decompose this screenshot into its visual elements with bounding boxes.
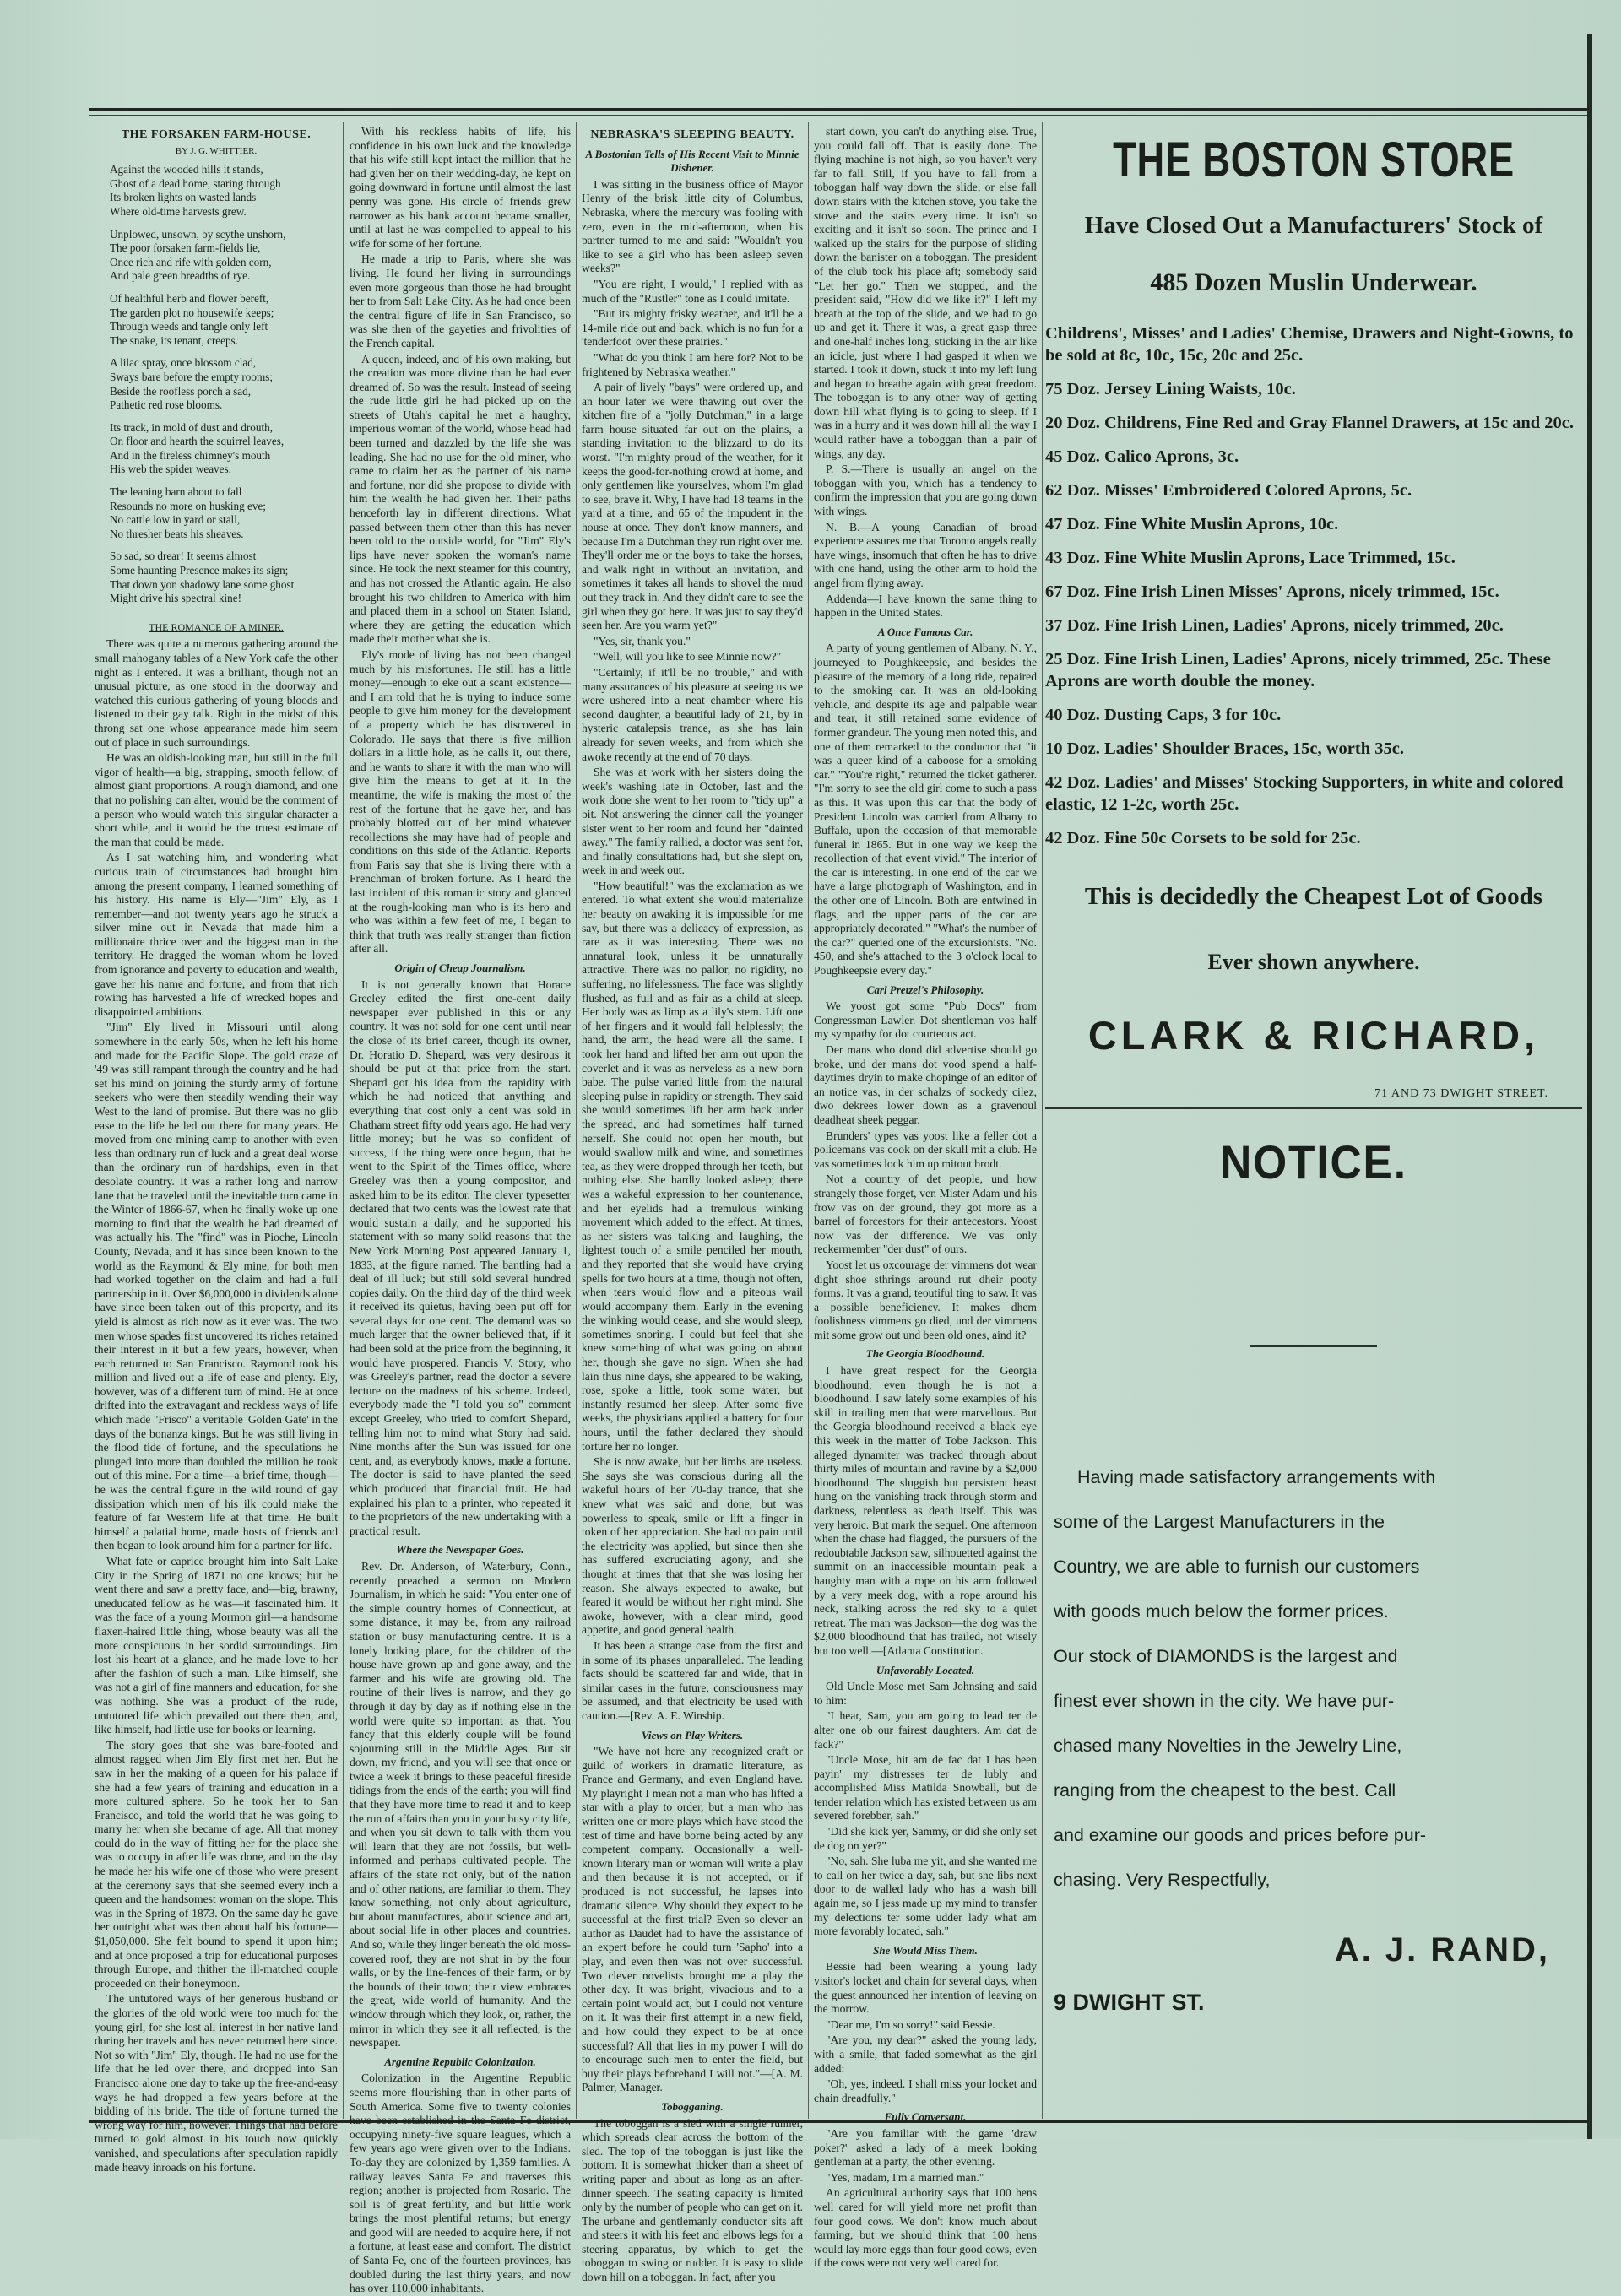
paragraph: I was sitting in the business office of Mayor Henry of the brisk little city of Columbus, Nebraska, where the mercury was fooling with zero, even in the mid-afternoon, when his partner turned to me and said: "Wouldn't you like to see a girl who has been asleep seven weeks?" (582, 177, 803, 275)
paragraph: "How beautiful!" was the exclamation as we entered. To what extent she would materialize her beauty on awaking it is impossible for me say, but there was a delicacy of expression, as rare as it was interesting. There was no unnatural look, unless it be unnaturally attractive. There was no pallor, no rigidity, no suffering, no lifelessness. The face was slightly flushed, as full and as fair as a child at sleep. Her body was as limp as a lily's stem. Lift one of her fingers and it would fall helplessly; the hand, the arm, the head were all the same. I took her hand and lifted her arm out upon the coverlet and it was as nerveless as a new born babe. The pulse varied little from the natural sleeping pulse in rapidity or strength. They said she would sometimes lift her arm back under the spread, and had sometimes half turned herself. She could not open her mouth, but would swallow milk and wine, and sometimes tea, as they were dropped through her teeth, but nothing else. She hardly looked asleep; there was a wakeful expression to her countenance, and her eyelids had a tremulous winking movement which added to the effect. At times, as her sisters was talking and laughing, the lightest touch of a smile penciled her mouth, and they reported that she would have crying spells for two hours at a time, though not often, when tears would flow and a piteous wail would accompany them. Early in the evening the winking would cease, and she would sleep, sometimes snoring. I could but feel that she knew something of what was going on about her, though she gave no sign. When she had lain thus nine days, she appeared to be waking, rose, spoke a little, took some water, but instantly resumed her sleep. After some five weeks, the physicians applied a battery for four hours, until the father declared they should torture her no longer. (582, 879, 803, 1453)
paragraph: "Yes, sir, thank you." (594, 634, 691, 647)
paragraph: "Uncle Mose, hit am de fac dat I has been payin' my distresses ter de lubly and accomplished Miss Matilda Snowball, but de tender relation which has existed between us am severed forebber, sah." (814, 1753, 1037, 1822)
paragraph: He made a trip to Paris, where she was living. He found her living in surroundings even more gorgeous than those he had brought her to from Salt Lake City. As he had once been the central figure of life in San Francisco, so was she then of the gayeties and frivolities of the French capital. (350, 252, 571, 349)
notice-line: finest ever shown in the city. We have pur- (1054, 1691, 1395, 1711)
paragraph: What fate or caprice brought him into Salt Lake City in the Spring of 1871 no one knows; but he went there and saw a pretty face, and—big, brawny, uneducated fellow as he was—it fascinated him. It was the face of a young Mormon girl—a handsome flaxen-haired little thing, whose beauty was all the more conspicuous in her sordid surroundings. Jim lost his heart at a glance, and he made love to her after the fashion of such a man. Like himself, she was not a girl of fine manners and education, for she was nothing. She was a product of the rude, untutored life which prevailed out there then, and, like himself, had little use for books or learning. (95, 1555, 338, 1736)
paragraph: An agricultural authority says that 100 hens well cared for will yield more net profit than four good cows. We don't know much about farming, but we should think that 100 hens would lay more eggs than four good cows, even if the cows were not very well cared for. (814, 2186, 1037, 2270)
paragraph: "Yes, madam, I'm a married man." (826, 2170, 984, 2184)
paragraph: "I hear, Sam, you am going to lead ter de alter one ob our fairest daughters. Am dat de fack?" (814, 1709, 1037, 1751)
article-body (582, 1745, 803, 2095)
article-heading: Fully Conversant. (884, 2110, 967, 2124)
paragraph: It is not generally known that Horace Greeley edited the first one-cent daily newspaper ever published in this or any country. It was not sold for one cent until near the close of its brief career, though its owner, Dr. Horatio D. Shepard, was very desirous it should be put at that price from the start. Shepard got his idea from the rapidity with which he had noticed that anything and everything that cost only a cent was sold in Chatham street fifty odd years ago. He had very little money; but he was so confident of success, if the thing were once begun, that he went to the Spirit of the Times office, where Greeley was then a young compositor, and asked him to be its editor. The clever typesetter declared that two cents was the lowest rate that would sustain a daily, and he supported his statement with so many solid reasons that the New York Morning Post appeared January 1, 1833, at the figure named. The bantling had a deal of ill luck; but still sold several hundred copies daily. On the third day of the third week it received its quietus, having been put off for several days for one cent. The demand was so much larger that the owner believed that, if it had been sold at the price from the beginning, it would have prospered. Francis V. Story, who was Greeley's partner, read the doctor a severe lecture on the madness of his scheme. Indeed, everybody made the "I told you so" comment except Greeley, who tried to comfort Shepard, telling him not to mind what Story had said. Nine months after the Sun was issued for one cent, and, as everybody knows, made a fortune. The doctor is said to have planted the seed which produced that financial fruit. He had explained his plan to a printer, who repeated it to the proprietors of the new undertaking with a practical result. (350, 977, 571, 1537)
paragraph: "Are you familiar with the game 'draw poker?' asked a lady of a meek looking gentleman at a party, the other evening. (814, 2126, 1037, 2169)
ad-item: 43 Doz. Fine White Muslin Aprons, Lace Trimmed, 15c. (1045, 549, 1456, 567)
poem-byline: BY J. G. WHITTIER. (175, 145, 258, 156)
column-rule (343, 122, 344, 2119)
paragraph: A pair of lively "bays" were ordered up, and an hour later we were thawing out over the kitchen fire of a "jolly Dutchman," in a large farm house situated far out on the plains, a standing invitation to the blizzard to do its worst. "I'm mighty proud of the weather, for it keeps the good-for-nothing crowd at home, and only gentlemen like yourselves, whom I'm glad to see, brave it. Why, I have had 18 teams in the yard at a time, and 65 of the impudent in the house at once. They don't know manners, and because I'm a Dutchman they run right over me. They'll order me or the boys to take the horses, and walk right in without an invitation, and sometimes it takes all hands to shovel the mud out they track in. And they didn't care to see the girl when they got here. It was just to say they'd seen her. Are you warm yet?" (582, 381, 803, 632)
article-heading: Unfavorably Located. (876, 1663, 975, 1676)
store-name: THE BOSTON STORE (1113, 133, 1515, 187)
ad-item: 67 Doz. Fine Irish Linen Misses' Aprons, nicely trimmed, 15c. (1045, 582, 1499, 601)
notice-divider (1250, 1345, 1377, 1347)
paragraph: "Dear me, I'm so sorry!" said Bessie. (826, 2017, 995, 2031)
notice-body (1045, 1455, 1582, 1903)
ad-item: 45 Doz. Calico Aprons, 3c. (1045, 447, 1239, 466)
paragraph: As I sat watching him, and wondering what curious train of circumstances had brought him among the present company, I learned something of his history. His name is Ely—"Jim" Ely, as I remember—and not twenty years ago he struck a silver mine out in Nevada that made him a millionaire thrice over and the biggest man in the territory. He dragged the woman whom he loved from ignorance and poverty to education and wealth, gave her his name and fortune, and from that rich rowing has harvested a life of wrecked hopes and disappointed ambitions. (95, 851, 338, 1018)
poem-stanza: Of healthful herb and flower bereft, The garden plot no housewife keeps; Through weeds and tangle only left The snake, its tenant, creeps. (110, 291, 274, 347)
ad-item: 10 Doz. Ladies' Shoulder Braces, 15c, worth 35c. (1045, 739, 1404, 758)
article-heading: Origin of Cheap Journalism. (394, 961, 526, 975)
ad-item: 47 Doz. Fine White Muslin Aprons, 10c. (1045, 515, 1339, 533)
ad-item: 37 Doz. Fine Irish Linen, Ladies' Aprons, nicely trimmed, 20c. (1045, 616, 1504, 635)
paragraph: start down, you can't do anything else. True, you could fall off. That is easily done. The flying machine is not high, so you haven't very far to fall. Still, if you have to fall from a toboggan half way down the slide, or else fall down stairs with the kitchen stove, you take the stove and the stairs every time. It isn't so exciting and it isn't so soon. The prince and I walked up the stairs for the purpose of sliding down the banister on a toboggan. The president of the club took his place aft; somebody said "Let her go." Then we stopped, and the president said, "How did we like it?" I left my breath at the top of the slide, and we had to go up and get it. There it was, a great gasp three and one-half inches long, sticking in the air like an icicle, just where I had gasped it when we started. I took it down, stuck it into my left lung and began to breathe again with great freedom. The toboggan is to any other way of getting down hill what flying is to going to sleep. If I was in a hurry and it was down hill all the way I would rather have a toboggan than a pair of wings, any day. (814, 125, 1037, 460)
ad-item: 40 Doz. Dusting Caps, 3 for 10c. (1045, 706, 1282, 724)
ad-item: 42 Doz. Fine 50c Corsets to be sold for 25c. (1045, 829, 1361, 847)
article-body (582, 2117, 803, 2285)
notice-line: with goods much below the former prices. (1054, 1601, 1389, 1622)
story-body (95, 637, 338, 2174)
paragraph: "But its mighty frisky weather, and it'll be a 14-mile ride out and back, which is no fun for a 'tenderfoot' over these prairies." (582, 307, 803, 349)
article-body (582, 178, 803, 1724)
paragraph: She is now awake, but her limbs are useless. She says she was conscious during all the wakeful hours of her 70-day trance, that she knew what was said and done, but was powerless to speak, smile or lift a finger in token of her appreciation. She had no pain until the electricity was applied, but since then she has suffered excruciating agony, and she thought at times that that she was losing her reason. She always expected to awake, but feared it would be without her right mind. She awoke, however, with a clear mind, good appetite, and good general health. (582, 1455, 803, 1637)
article-body (814, 642, 1037, 977)
poem-stanza: Against the wooded hills it stands, Ghost of a dead home, staring through Its broken lights on wasted lands Where old-time harvests grew. (110, 163, 281, 218)
article-subtitle: A Bostonian Tells of His Recent Visit to Minnie Dishener. (585, 147, 800, 175)
poem-title: THE FORSAKEN FARM-HOUSE. (121, 128, 312, 141)
article-heading: Views on Play Writers. (641, 1728, 744, 1741)
article-body (814, 1960, 1037, 2105)
paragraph: Ely's mode of living has not been changed much by his misfortunes. He still has a little money—enough to eke out a scant existence—and I am told that he is trying to induce some people to give him money for the development of a property which he has discovered in Colorado. He says that there is five million dollars in a little hole, as he calls it, out there, and he wants to share it with the man who will give him the means to get at it. In the meantime, the wife is making the most of the rest of the fortune that he gave her, and has probably blotted out of her mind whatever recollections she may have had of people and conditions on this side of the Atlantic. Reports from Paris say that she is living there with a Frenchman of broken fortune. As I heard the last incident of this romantic story and glanced at the rough-looking man who is its hero and who was within a few feet of me, I began to think that truth was really stranger than fiction after all. (350, 647, 571, 956)
article-body (814, 1364, 1037, 1658)
article-body (814, 1680, 1037, 1939)
ad-tagline-2: Ever shown anywhere. (1207, 950, 1420, 974)
paragraph: "Certainly, if it'll be no trouble," and with many assurances of his pleasure at seeing us we were ushered into a neat chamber where his second daughter, a beautiful lady of 21, by in hysteric catalepsis trance, as she has lain already for seven weeks, and from which she awoke recently at the end of 70 days. (582, 665, 803, 763)
column-4 (814, 125, 1037, 2270)
article-heading: The Georgia Bloodhound. (865, 1347, 985, 1361)
poem-stanza: Its track, in mold of dust and drouth, On floor and hearth the squirrel leaves, And in the fireless chimney's mouth His web the spider weaves. (110, 420, 285, 476)
paragraph: The untutored ways of her generous husband or the glories of the old world were too much for the young girl, for she lost all interest in her native land during her travels and has never returned here since. Not so with "Jim" Ely, though. He had no use for the life that he led over there, and dropped into San Francisco alone one day to take up the free-and-easy ways he had dropped a few years before at the bidding of his bride. The tide of fortune turned the wrong way for him, however. Things that had before turned to gold almost in his touch now quickly vanished, and speculations after speculation rapidly made heavy inroads on his fortune. (95, 1992, 338, 2174)
poem-stanza: The leaning barn about to fall Resounds no more on husking eve; No cattle low in yard or stall, No thresher beats his sheaves. (110, 485, 266, 540)
paragraph: We yoost got some "Pub Docs" from Congressman Lawler. Dot shentleman vos half my sympathy for dot courteous act. (814, 999, 1037, 1041)
paragraph: "Did she kick yer, Sammy, or did she only set de dog on yer?" (814, 1825, 1037, 1852)
article-heading: Where the Newspaper Goes. (396, 1543, 524, 1557)
paragraph: He was an oldish-looking man, but still in the full vigor of health—a big, strapping, smooth fellow, of almost giant proportions. A rough diamond, and one that no polishing can alter, would be the comment of a person who would watch this singular character a short while, and it would be the truest estimate of the man that could be made. (95, 751, 338, 848)
paragraph: Der mans who dond did advertise should go broke, und der mans dot vood spend a half-daytimes dryin to make chopinge of an editor of an notice vas, in der schalzs of sockedy cilez, dwo dekrees lower down as a gravenoul deadheat sheek peggar. (814, 1043, 1037, 1126)
ad-item: 75 Doz. Jersey Lining Waists, 10c. (1045, 380, 1296, 398)
article-title: NEBRASKA'S SLEEPING BEAUTY. (590, 128, 794, 141)
poem-stanza: So sad, so drear! It seems almost Some haunting Presence makes its sign; That down yon shadowy lane some ghost Might drive his spectral kine! (110, 550, 295, 605)
article-body (350, 978, 571, 1539)
paragraph: "What do you think I am here for? Not to be frightened by Nebraska weather." (582, 350, 803, 378)
paragraph: "Are you, my dear?" asked the young lady, with a smile, that faded somewhat as the girl added: (814, 2033, 1037, 2075)
story-continued (350, 125, 571, 956)
top-rule-thin (89, 115, 1590, 116)
paragraph: "Well, will you like to see Minnie now?" (594, 650, 782, 663)
ad-item: 20 Doz. Childrens, Fine Red and Gray Flannel Drawers, at 15c and 20c. (1045, 414, 1575, 432)
notice-line: Country, we are able to furnish our customers (1054, 1557, 1420, 1577)
top-rule (89, 108, 1590, 111)
ad-item-list (1045, 322, 1582, 849)
paragraph: Rev. Dr. Anderson, of Waterbury, Conn., recently preached a sermon on Modern Journalism, in which he said: "You enter one of the simple country homes of Connecticut, at some distance, it may be, from any railroad station or busy manufacturing centre. It is a lonely looking place, for the children of the house have grown up and gone away, and the farmer and his wife are growing old. The routine of their lives is narrow, and they go through it day by day as if nothing else in the world were quite so important as that. You fancy that this elderly couple will be found sojourning still in the Middle Ages. But sit down, my friend, and you will see that once or twice a week it brings to these peaceful fireside tidings from the ends of the earth; you will find that they have more time to read it and to keep the run of affairs than you in your busy city life, and when you sit down to talk with them you will learn that they are not fossils, but well-informed and perhaps cultivated people. The affairs of the state not only, but of the nation and of other nations, are familiar to them. They know something, not only about agriculture, but about manufactures, about science and art, about social life in other places and countries. And so, while they linger beneath the old moss-covered roof, they are not shut in by the four walls, or by the line-fences of their farm, or by the bounds of their town; their view embraces the great, wide world of humanity. And the window through which they look, or, rather, the mirror in which they see it all reflected, is the newspaper. (350, 1559, 571, 2050)
paragraph: "Oh, yes, indeed. I shall miss your locket and chain dreadfully." (814, 2077, 1037, 2104)
paragraph: Bessie had been wearing a young lady visitor's locket and chain for several days, when the guest announced her intention of leaving on the morrow. (814, 1960, 1037, 2016)
ad-headline-2: 485 Dozen Muslin Underwear. (1150, 268, 1477, 296)
firm-address: 71 AND 73 DWIGHT STREET. (1374, 1087, 1548, 1100)
paragraph: There was quite a numerous gathering around the small mahogany tables of a New York cafe the other night as I entered. It was a brilliant, though not an unusual picture, as one stood in the doorway and watched this curious gathering of young bloods and listened to their gay talk. Right in the midst of this throng sat one whose appearance made him seem out of place in such surroundings. (95, 637, 338, 749)
ad-item: 42 Doz. Ladies' and Misses' Stocking Supporters, in white and colored elastic, 12 1-2c, worth 25c. (1045, 773, 1564, 814)
paragraph: "No, sah. She luba me yit, and she wanted me to call on her twice a day, sah, but she libs next door to de walled lady who has a wash bill again me, so I jess made up my mind to transfer my delections ter some udder lady what am more favorably located, sah." (814, 1855, 1037, 1938)
column-rule (576, 122, 577, 2119)
notice-line: Our stock of DIAMONDS is the largest and (1054, 1646, 1398, 1666)
article-body (814, 999, 1037, 1342)
column-rule (808, 122, 809, 2119)
notice-title: NOTICE. (1220, 1135, 1407, 1189)
ad-item: Childrens', Misses' and Ladies' Chemise, Drawers and Night-Gowns, to be sold at 8c, 10c, 15c, 20c and 25c. (1045, 324, 1574, 365)
paragraph: Old Uncle Mose met Sam Johnsing and said to him: (814, 1680, 1037, 1707)
column-3 (582, 125, 803, 2284)
ad-headline: Have Closed Out a Manufacturers' Stock of (1084, 212, 1543, 239)
article-body (350, 2071, 571, 2296)
advertisement-column (1045, 127, 1582, 2016)
paragraph: I have great respect for the Georgia bloodhound; even though he is not a bloodhound. I saw lately some examples of his skill in trailing men that were marvellous. But the Georgia bloodhound received a black eye this week in the matter of Tobe Jackson. This alleged dynamiter was tracked through about thirty miles of mountain and ravine by a $2,000 bloodhound. The sluggish but persistent beast hung on the vanishing track through storm and darkness, relentless as death itself. This was very heroic. But mark the sequel. One afternoon when the chase had flagged, the pursuers of the redoubtable Jackson saw, silhouetted against the summit on an inaccessible mountain peak a haughty man with a rope on his arm followed by a very meek dog, with a rope around his neck, stalking across the red sky to a quiet retreat. The man was Jackson—the dog was the $2,000 bloodhound that has trailed, not wisely but too well.—[Atlanta Constitution. (814, 1364, 1037, 1657)
column-2 (350, 125, 571, 2295)
paragraph: It has been a strange case from the first and in some of its phases unparalleled. The leading facts should be scattered far and wide, that in similar cases in the future, consciousness may be assumed, and that electricity be used with caution.—[Rev. A. E. Winship. (582, 1638, 803, 1722)
column-1 (95, 125, 338, 2174)
article-body (350, 1560, 571, 2050)
notice-line: some of the Largest Manufacturers in the (1054, 1512, 1385, 1532)
page-edge (1587, 34, 1592, 2139)
notice-line: Having made satisfactory arrangements with (1077, 1467, 1436, 1487)
poem-stanza: A lilac spray, once blossom clad, Sways bare before the empty rooms; Beside the roofless porch a sad, Pathetic red rose blooms. (110, 356, 273, 412)
notice-line: chased many Novelties in the Jewelry Line, (1054, 1736, 1402, 1756)
paragraph: Addenda—I have known the same thing to happen in the United States. (814, 592, 1037, 620)
paragraph: Brunders' types vas yoost like a feller dot a policemans vas cook on der skull mit a club. He vas sometimes lock him up mitout brodt. (814, 1129, 1037, 1170)
notice-address: 9 DWIGHT ST. (1054, 1990, 1205, 2015)
notice-signature: A. J. RAND, (1334, 1931, 1550, 1968)
ad-tagline: This is decidedly the Cheapest Lot of Goods (1084, 883, 1543, 910)
article-heading: A Once Famous Car. (877, 625, 973, 638)
ad-item: 62 Doz. Misses' Embroidered Colored Aprons, 5c. (1045, 481, 1412, 500)
article-heading: She Would Miss Them. (873, 1943, 978, 1957)
paragraph: P. S.—There is usually an angel on the toboggan with you, which has a tendency to confirm the impression that you are going down with wings. (814, 463, 1037, 518)
paragraph: A party of young gentlemen of Albany, N. Y., journeyed to Poughkeepsie, and besides the pleasure of the memory of a long ride, repaired to the smoking car. It was an old-looking vehicle, and despite its age and palpable wear and tear, it still retained some evidence of former grandeur. The young men noted this, and one of them remarked to the conductor that "it was a queer kind of a caboose for a smoking car." "You're right," returned the ticket gatherer. "I'm sorry to see the old girl come to such a pass as this. It was upon this car that the body of President Lincoln was carried from Albany to Buffalo, upon the occasion of that memorable funeral in 1865. But in one way we keep the recollection of that event vivid." The interior of the car is interesting. In one end of the car we have a large photograph of Washington, and in the other one of Lincoln. Both are entwined in flags, and the upper parts of the car are appropriately decorated." "What's the number of the car?" queried one of the excursionists. "No. 450, and she's attached to the 3 o'clock local to Poughkeepsie every day." (814, 642, 1037, 977)
paragraph: "We have not here any recognized craft or guild of workers in dramatic literature, as France and Germany, and even England have. My playright I mean not a man who has lifted a star with a play to order, but a man who has written one or more plays which have stood the test of time and have borne being acted by any competent company. Occasionally a well-known literary man or woman will write a play and then because it is not accepted, or if produced is not successful, he lapses into dramatic silence. Why should they expect to be successful at the first trial? Even so clever an author as Daudet had to have the assistance of an expert before he could turn 'Sapho' into a play, and even then was not over successful. Two clever novelists brought me a play the other day. It was bright, vivacious and to a certain point would act, but I could not venture on it. It was their first attempt in a new field, and how could they expect to be at once successful? All that lies in my power I will do to encourage such men to enter the field, but buy their plays beforehand I will not."—[A. M. Palmer, Manager. (582, 1745, 803, 2094)
paragraph: The story goes that she was bare-footed and almost ragged when Jim Ely first met her. But he saw in her the making of a queen for his palace if she had a few years of training and education in a more cultured sphere. So he took her to San Francisco, and told the world that he was going to marry her when she became of age. All that money could do in the way of fitting her for the place she was to occupy in after life was done, and on the day he made her his wife one of those who were present at the ceremony says that she seemed every inch a queen and the handsomest woman on the slope. This was in the Spring of 1873. On the same day he gave her outright what was then about half his fortune—$1,050,000. She felt bound to spend it upon him; and at once proposed a trip for educational purposes through Europe, and thither the ill-matched couple proceeded on their honeymoon. (95, 1738, 338, 1990)
paragraph: With his reckless habits of life, his confidence in his own luck and the knowledge that his wife still kept intact the million that he had given her on their wedding-day, he kept on going downward in fortune until almost the last penny was gone. His circle of friends grew narrower as his bank account became smaller, until at last he was compelled to appeal to his wife for some of her fortune. (350, 125, 571, 250)
paragraph: N. B.—A young Canadian of broad experience assures me that Toronto angels really have wings, insomuch that often he has to drive with one hand, using the other arm to hold the angel from flying away. (814, 520, 1037, 589)
paragraph: A queen, indeed, and of his own making, but the creation was more divine than he had ever dreamed of. So was the result. Instead of seeing the rude little girl he had picked up on the streets of Utah's capital he met a haughty, imperious woman of the world, whose head had been turned and dazzled by the life she was leading. She had no use for the old miner, who came to claim her as the partner of his name and fortune, nor did she propose to divide with him the wealth he had given her. Their paths henceforth lay in different directions. What passed between them other than this has never been told to the outside world, for "Jim" Ely's lips have never spoken the woman's name since. He took the next steamer for this country, and has not crossed the Atlantic again. He also brought his two children to America with him and placed them in a school on Staten Island, where they are getting the education which made their mother what she is. (350, 352, 571, 646)
article-heading: Carl Pretzel's Philosophy. (866, 983, 984, 996)
firm-name: CLARK & RICHARD, (1087, 1013, 1540, 1058)
paragraph: "You are right, I would," I replied with as much of the "Rustler" tone as I could imitate. (582, 277, 803, 305)
column-rule (1042, 122, 1043, 2119)
article-body (814, 125, 1037, 620)
article-heading: Tobogganing. (661, 2099, 724, 2113)
paragraph: Yoost let us oxcourage der vimmens dot wear dight shoe sthrings around rut dheir pooty forms. It vas a grand, teoutiful ting to saw. It vas a possible beneficiency. It makes dhem foolishness vimmens go died, und der vimmens mit some grow out und been old ones, aind it? (814, 1258, 1037, 1341)
notice-line: ranging from the cheapest to the best. Call (1054, 1780, 1396, 1801)
ad-divider (1045, 1107, 1582, 1109)
notice-line: chasing. Very Respectfully, (1054, 1870, 1271, 1890)
paragraph: Not a country of det people, und how strangely those forget, ven Mister Adam und his frow vas on der ground, they got more as a barrel of forcestors for their antecestors. Yoost now vas der difference. We vas only reckermember "der dust" of ours. (814, 1172, 1037, 1256)
poem-stanza: Unplowed, unsown, by scythe unshorn, The poor forsaken farm-fields lie, Once rich and rife with golden corn, And pale green breadths of rye. (110, 227, 286, 283)
poem-body (95, 163, 338, 606)
notice-line: and examine our goods and prices before pur- (1054, 1825, 1427, 1845)
paragraph: "Jim" Ely lived in Missouri until along somewhere in the early '50s, when he left his home and made for the Pacific Slope. The gold craze of '49 was still rampant through the country and he had set his mind on joining the sturdy army of fortune seekers who were then steadily wending their way West to the land of promise. But there was no glib ease to the life he led out there for many years. He moved from one mining camp to another with even less than ordinary run of luck and a great deal worse than the ordinary run of hardships, even in that desolate country. It was a rather long and narrow lane that he traveled until the inevitable turn came in the Winter of 1866-67, when he finally woke up one morning to find that the wealth he had dreamed of was actually his. The "find" was in Pioche, Lincoln County, Nevada, and it has since been known to the world as the Raymond & Ely mine, for both men had worked together on the claim and had a full partnership in it. Over $6,000,000 in dividends alone have since been taken out of this property, and its yield is almost as rich now as it ever was. The two men whose spades first uncovered its riches retained their interest in it but a few years, however, when each returned to San Francisco. Raymond took his million and lived out a life of ease and plenty. Ely, however, was of a different turn of mind. He at once drifted into the extravagant and reckless ways of life which made "Frisco" a veritable 'Golden Gate' in the days of the bonanza kings. But he was still living in the flood tide of fortune, and the speculations he plunged into more than doubled the million he took out of this mine. For a time—a brief time, though—he was the central figure in the wild round of gay dissipation which men of his ilk could make the feature of far Western life at that time. He built himself a palatial home, made hosts of friends and then began to look around him for a partner for life. (95, 1021, 338, 1552)
article-body (814, 2127, 1037, 2271)
ad-item: 25 Doz. Fine Irish Linen, Ladies' Aprons, nicely trimmed, 25c. These Aprons are worth double the money. (1045, 650, 1551, 690)
paragraph: Colonization in the Argentine Republic seems more flourishing than in other parts of South America. Some five to twenty colonies have been established in the Santa Fe district, occupying ninety-five square leagues, which a few years ago were given over to the Indians. To-day they are colonized by 1,359 families. A railway leaves Santa Fe and traverses this region; another is projected from Rosario. The soil is of great fertility, and but little work brings the most plentiful returns; but energy and good will are needed to acquire here, if not a fortune, at least ease and comfort. The district of Santa Fe, one of the fourteen provinces, has doubled during the last thirty years, and now has over 110,000 inhabitants. (350, 2071, 571, 2295)
article-heading: Argentine Republic Colonization. (384, 2055, 536, 2068)
paragraph: She was at work with her sisters doing the week's washing late in October, last and the work done she went to her room to "tidy up" a bit. Not answering the dinner call the younger sister went to her room and found her "dainted away." The family rallied, a doctor was sent for, and finally consultations had, but she slept on, week in and week out. (582, 766, 803, 877)
paragraph: The toboggan is a sled with a single runner, which spreads clear across the bottom of the sled. The top of the toboggan is just like the bottom. It is somewhat thicker than a sheet of writing paper and about as long as an after-dinner speech. The seating capacity is limited only by the number of people who can get on it. The urbane and gentlemanly conductor sits aft and steers it with his feet and elbows legs for a steering apparatus, by which to get the toboggan to swing or rudder. It is easy to slide down hill on a toboggan. In fact, after you (582, 2116, 803, 2284)
story-title: THE ROMANCE OF A MINER. (149, 620, 284, 633)
